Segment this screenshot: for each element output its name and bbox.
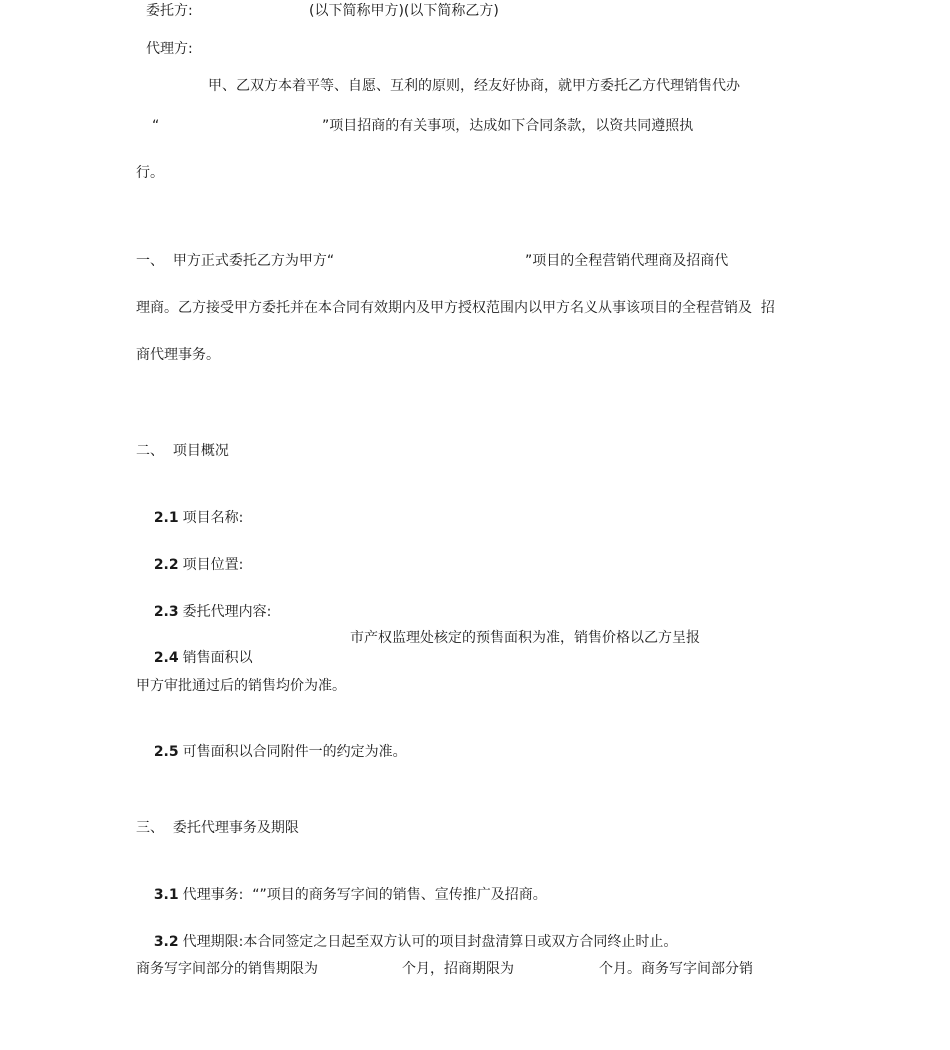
- item-text: 项目位置:: [182, 557, 244, 573]
- preamble-line-3: 行。: [136, 165, 164, 181]
- item-text: 可售面积以合同附件一的约定为准。: [182, 744, 407, 760]
- item-number: 2.4: [153, 650, 179, 666]
- item-number: 2.5: [153, 744, 179, 760]
- section3-title: 三、 委托代理事务及期限: [136, 820, 299, 836]
- section3-item: [136, 865, 547, 903]
- section2-item: [136, 628, 253, 666]
- item-text: 项目名称:: [182, 510, 244, 526]
- item-text: 销售面积以: [182, 650, 253, 666]
- preamble-line-2: ”项目招商的有关事项，达成如下合同条款，以资共同遵照执: [322, 118, 694, 134]
- section2-title: 二、 项目概况: [136, 443, 229, 459]
- section1-line-1-start: 一、 甲方正式委托乙方为甲方“: [136, 253, 335, 269]
- item-text: 代理事务: “”项目的商务写字间的销售、宣传推广及招商。: [182, 887, 547, 903]
- section3-last-part-2: 个月，招商期限为: [402, 961, 514, 977]
- section2-item: [136, 722, 407, 760]
- section2-item: [136, 535, 244, 573]
- item-text: 委托代理内容:: [182, 604, 272, 620]
- section2-item: [136, 488, 244, 526]
- item-number: 2.3: [153, 604, 179, 620]
- preamble-open-quote: “: [152, 118, 160, 134]
- client-note: (以下简称甲方)(以下简称乙方): [309, 3, 499, 19]
- section2-item: [136, 582, 272, 620]
- section1-line-3: 商代理事务。: [136, 347, 220, 363]
- item-number: 3.2: [153, 934, 179, 950]
- item-number: 2.2: [153, 557, 179, 573]
- section1-line-2: 理商。乙方接受甲方委托并在本合同有效期内及甲方授权范围内以甲方名义从事该项目的全程营销及 招: [136, 300, 775, 316]
- preamble-line-1: 甲、乙双方本着平等、自愿、互利的原则，经友好协商，就甲方委托乙方代理销售代办: [208, 78, 740, 94]
- item-2-4-middle: 市产权监理处核定的预售面积为准，销售价格以乙方呈报: [350, 630, 700, 646]
- section1-line-1-end: ”项目的全程营销代理商及招商代: [525, 253, 729, 269]
- section3-last-part-3: 个月。商务写字间部分销: [599, 961, 753, 977]
- agent-label: 代理方:: [146, 41, 193, 57]
- section3-last-part-1: 商务写字间部分的销售期限为: [136, 961, 318, 977]
- item-number: 2.1: [153, 510, 179, 526]
- client-label: 委托方:: [146, 3, 193, 19]
- item-2-4-continuation: 甲方审批通过后的销售均价为准。: [136, 678, 346, 694]
- item-number: 3.1: [153, 887, 179, 903]
- section3-item: [136, 912, 678, 950]
- item-text: 代理期限:本合同签定之日起至双方认可的项目封盘清算日或双方合同终止时止。: [182, 934, 678, 950]
